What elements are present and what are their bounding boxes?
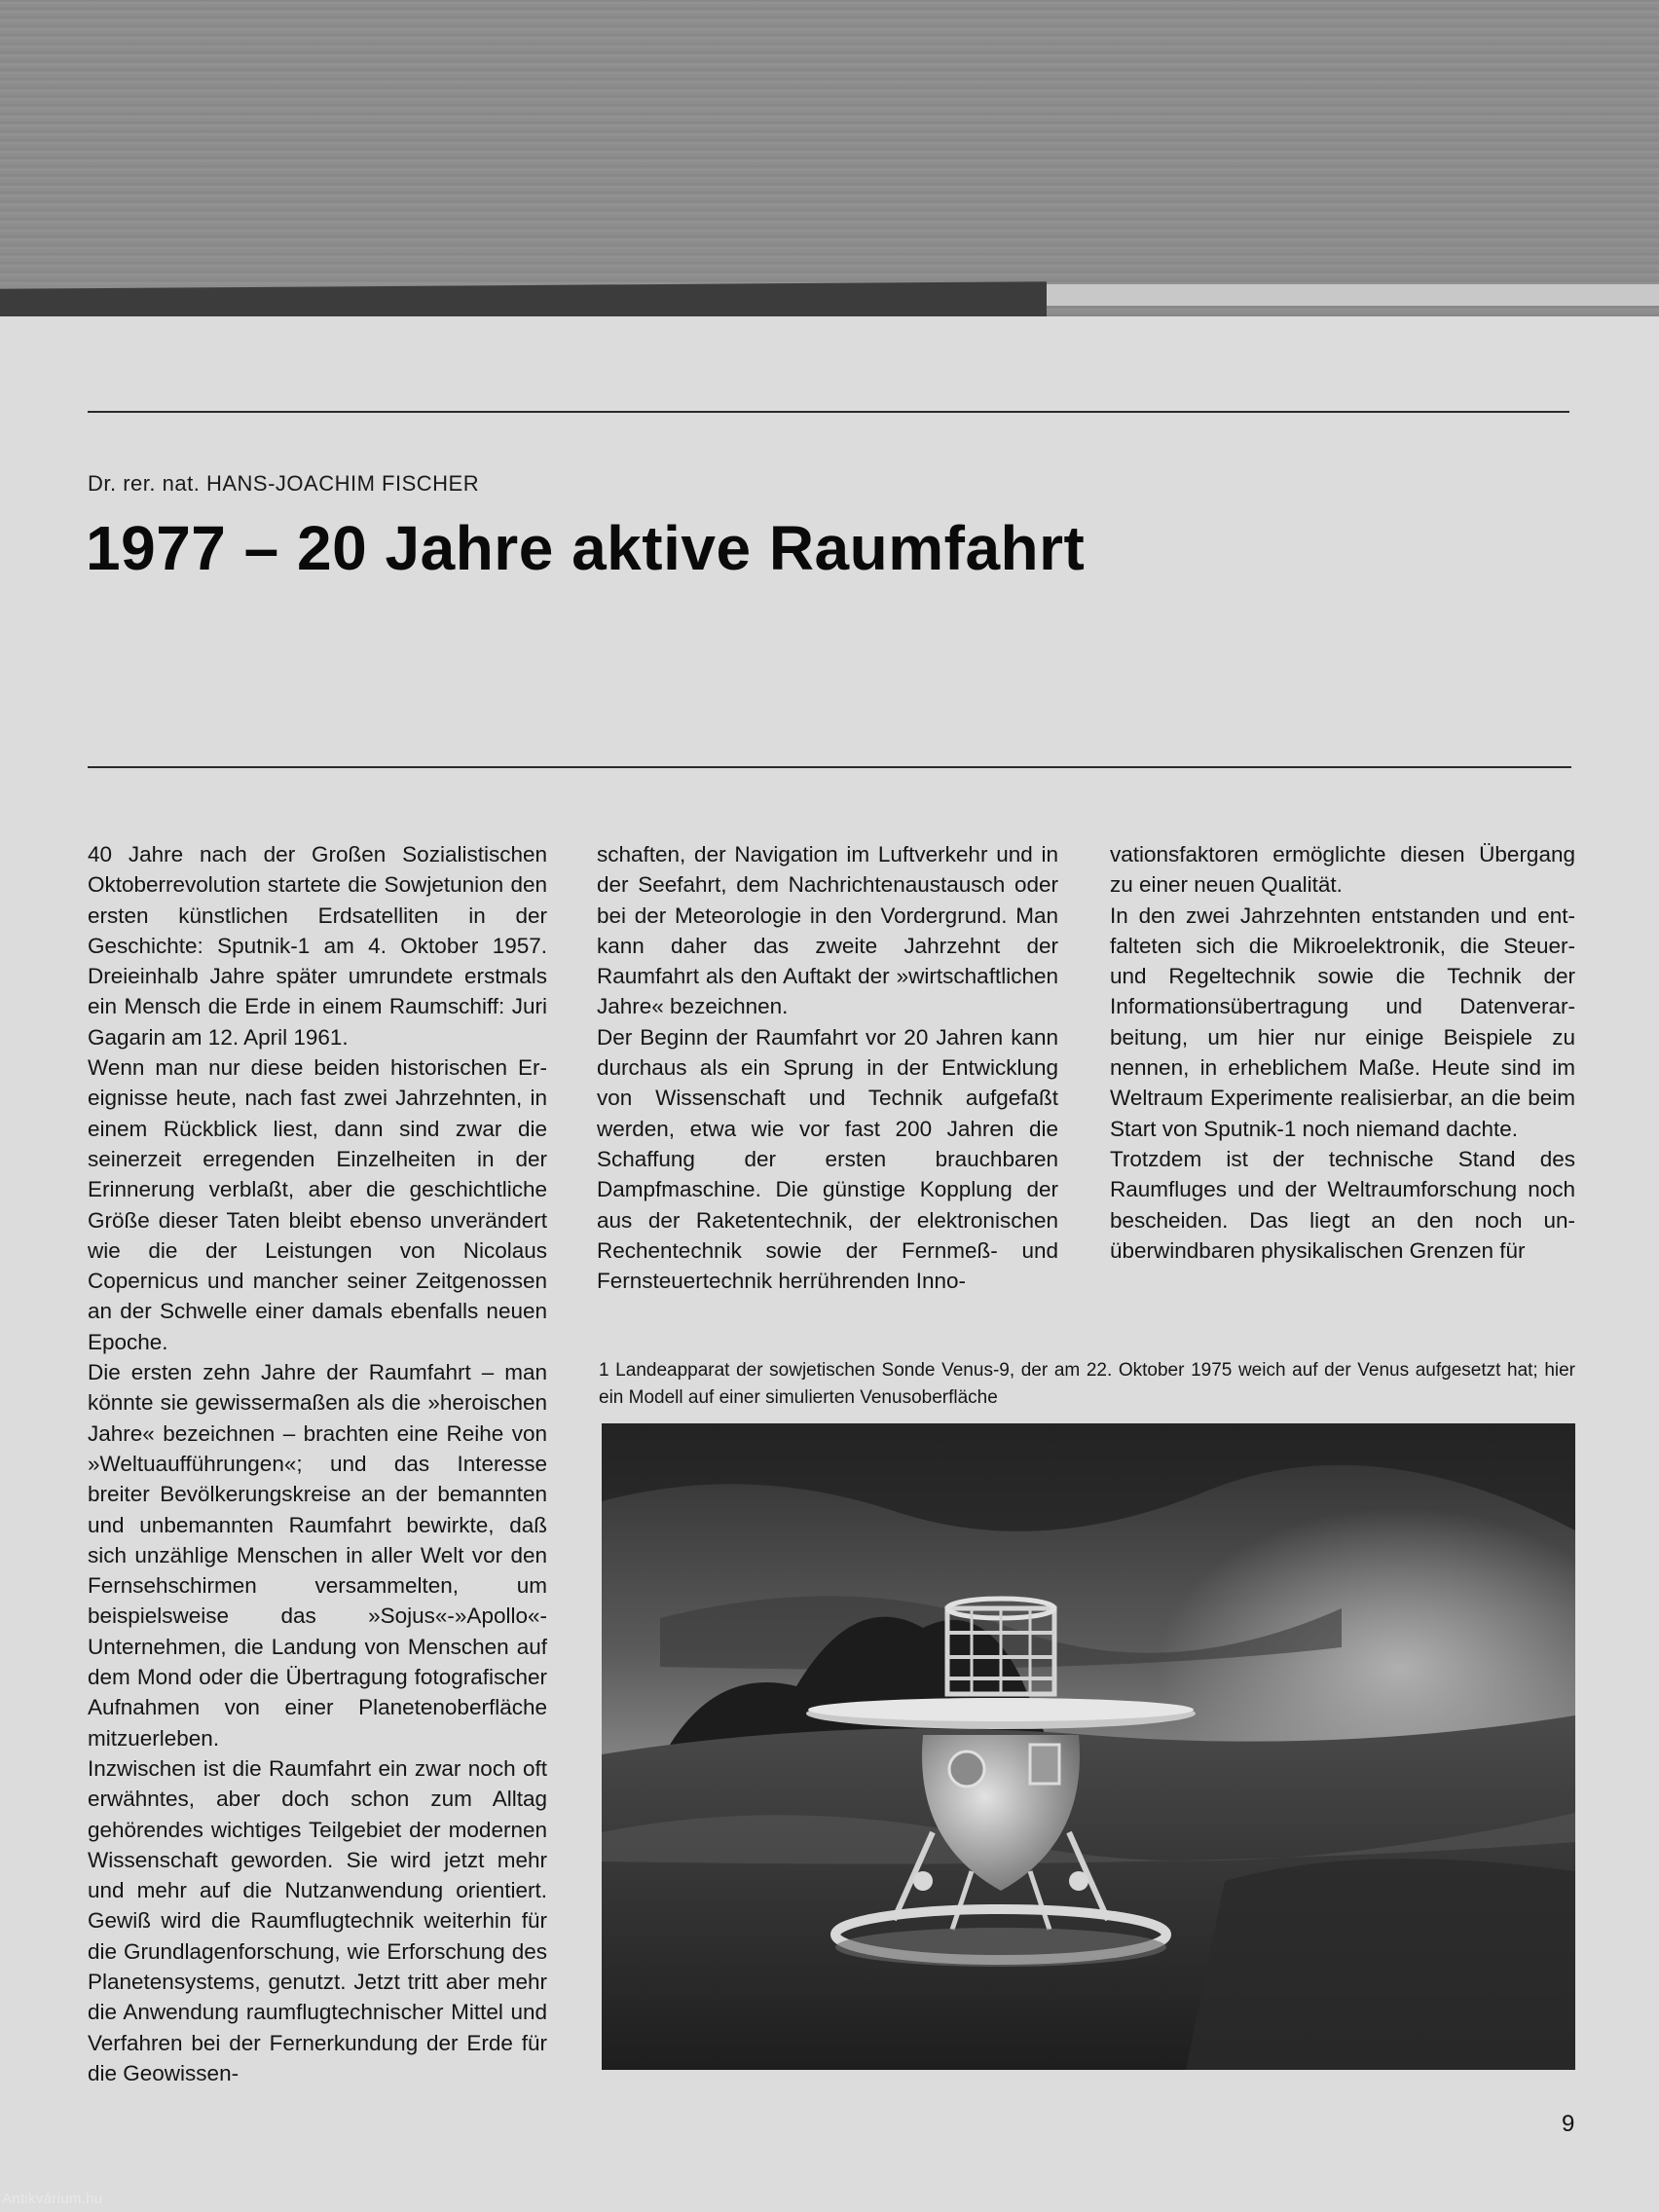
figure-caption: 1 Landeapparat der sowjetischen Sonde Venus-9, der am 22. Oktober 1975 weich auf der Venus aufgesetzt hat; hier ein Modell auf einer simulierten Venusoberfläche — [599, 1360, 1575, 1408]
background-wall — [0, 0, 1659, 321]
title-bottom-rule — [88, 766, 1571, 768]
lander-model-image — [602, 1423, 1575, 2070]
article-title: 1977 – 20 Jahre aktive Raumfahrt — [86, 513, 1086, 583]
text-column-3 — [1110, 839, 1575, 1266]
paragraph: vationsfaktoren ermöglichte diesen Übergang zu einer neuen Qualität. — [1110, 842, 1575, 898]
book-binding-edge — [1047, 284, 1659, 306]
text-column-2 — [597, 839, 1058, 1296]
paragraph: Inzwischen ist die Raumfahrt ein zwar noch oft erwähntes, aber doch schon zum Alltag gehörendes wichtiges Teilgebiet der modernen Wissenschaft geworden. Sie wird jetzt mehr und mehr auf die Nutzanwendung orientiert. Gewiß wird die Raumflugtechnik weiterhin für die Grundlagenforschung, wie Erforschung des Planetensystems, genutzt. Jetzt tritt aber mehr die Anwendung raumflugtechnischer Mittel und Verfahren bei der Fernerkundung der Erde für die Geowissen- — [88, 1755, 547, 2085]
paragraph: Wenn man nur diese beiden historischen Ereignisse heute, nach fast zwei Jahrzehnten, in einem Rückblick liest, dann sind zwar die seinerzeit erregenden Einzelheiten in der Erinnerung verblaßt, aber die geschichtliche Größe dieser Taten bleibt ebenso unverändert wie die der Leistungen von Nicolaus Copernicus und mancher seiner Zeitgenossen an der Schwelle einer damals ebenfalls neuen Epoche. — [88, 1055, 547, 1354]
author-line — [88, 471, 479, 497]
paragraph: schaften, der Navigation im Luftverkehr und in der Seefahrt, dem Nachrichtenaustausch oder bei der Meteorologie in den Vordergrund. Man kann daher das zweite Jahrzehnt der Raumfahrt als den Auftakt der »wirtschaftlichen Jahre« bezeichnen. — [597, 842, 1058, 1019]
top-rule — [88, 411, 1569, 413]
watermark: Antikvárium.hu — [2, 2191, 103, 2207]
author-prefix: Dr. rer. nat. — [88, 471, 201, 496]
paragraph: Der Beginn der Raumfahrt vor 20 Jahren kann durchaus als ein Sprung in der Entwicklung von Wissenschaft und Technik aufgefaßt werden, etwa wie vor fast 200 Jahren die Schaffung der ersten brauchbaren Dampfmaschine. Die günstige Kopplung der aus der Raketentechnik, der elektronischen Rechentechnik sowie der Fernmeß- und Fernsteuertechnik herrührenden Inno- — [597, 1024, 1058, 1294]
paragraph: Die ersten zehn Jahre der Raumfahrt – man könnte sie gewissermaßen als die »heroischen Jahre« bezeichnen – brachten eine Reihe von »Weltuaufführungen«; und das Interesse breiter Bevölkerungskreise an der bemannten und unbemannten Raumfahrt bewirkte, daß sich unzählige Menschen in aller Welt vor den Fernsehschirmen versammelten, um beispielsweise das »Sojus«-»Apollo«-Unternehmen, die Landung von Menschen auf dem Mond oder die Übertragung fotografischer Aufnahmen von einer Planetenoberfläche mitzuerleben. — [88, 1360, 547, 1751]
paragraph: In den zwei Jahrzehnten entstanden und entfalteten sich die Mikroelektronik, die Steuer- und Regeltechnik sowie die Technik der Informationsübertragung und Datenverarbeitung, um hier nur einige Beispiele zu nennen, in erheblichem Maße. Heute sind im Weltraum Experimente realisierbar, an die beim Start von Sputnik-1 noch niemand dachte. — [1110, 903, 1575, 1141]
paragraph: 40 Jahre nach der Großen Sozialistischen Oktoberrevolution startete die Sowjetunion den ersten künstlichen Erdsatelliten in der Geschichte: Sputnik-1 am 4. Oktober 1957. Dreieinhalb Jahre später umrundete erstmals ein Mensch die Erde in einem Raumschiff: Juri Gagarin am 12. April 1961. — [88, 842, 547, 1050]
venus-lander-photo — [602, 1423, 1575, 2070]
text-column-1 — [88, 839, 547, 2088]
page-number: 9 — [1562, 2111, 1575, 2137]
author-name: HANS-JOACHIM FISCHER — [205, 471, 480, 496]
paragraph: Trotzdem ist der technische Stand des Raumfluges und der Weltraumforschung noch bescheiden. Das liegt an den noch unüberwindbaren physikalischen Grenzen für — [1110, 1146, 1575, 1263]
